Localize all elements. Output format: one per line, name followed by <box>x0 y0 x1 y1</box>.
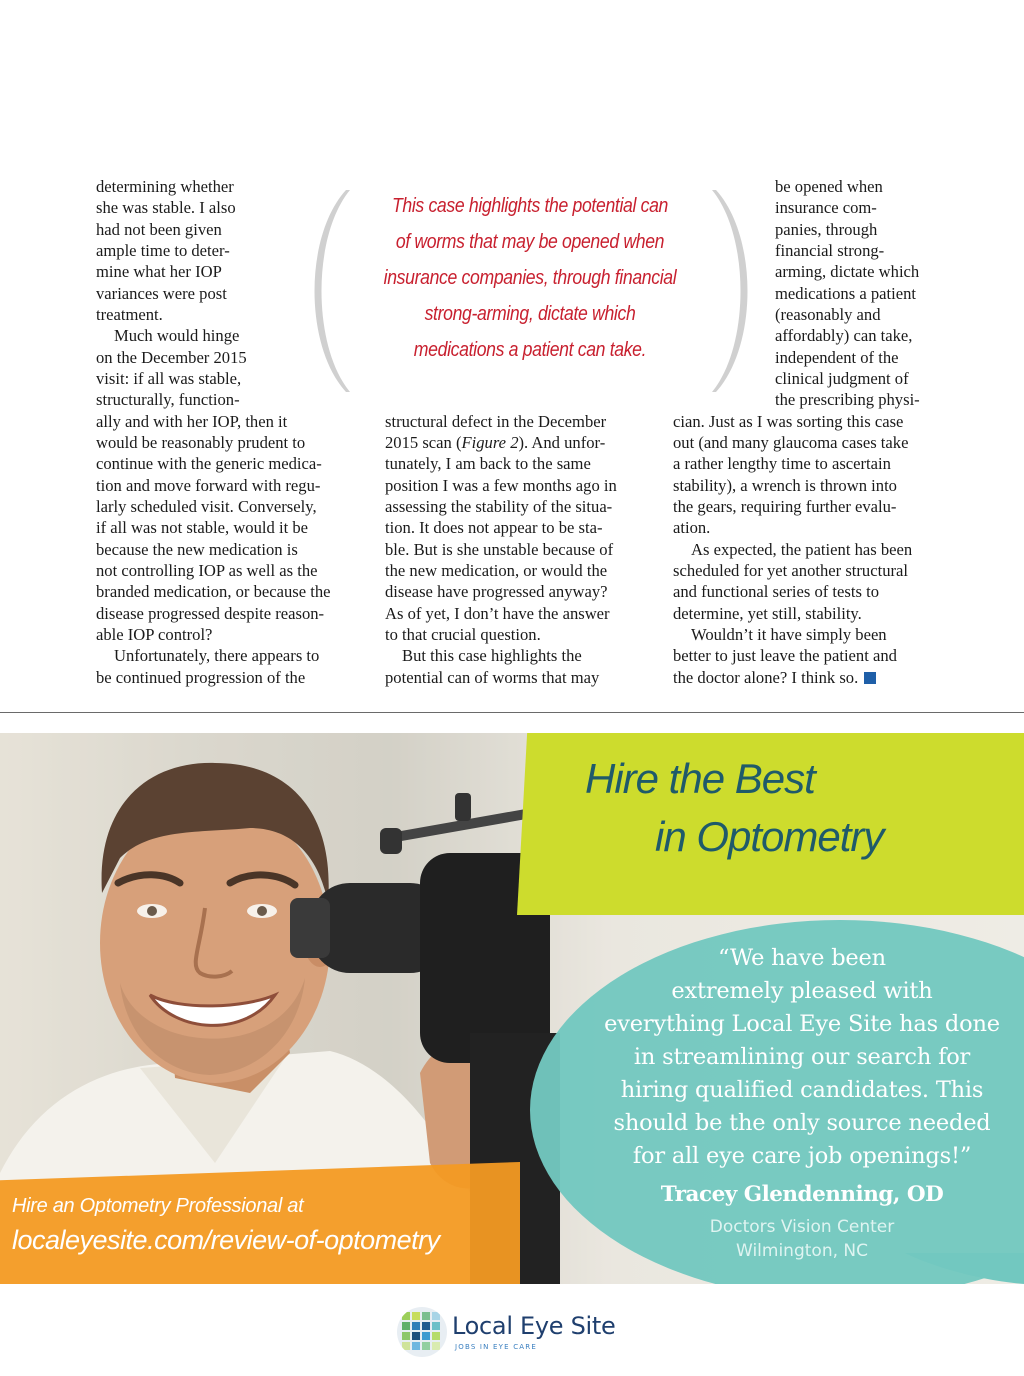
call-to-action-band <box>0 1162 520 1284</box>
testimonial-organization: Doctors Vision Center <box>709 1217 895 1237</box>
pull-quote <box>375 188 685 368</box>
text-line: disease have progressed anyway? <box>385 582 608 601</box>
text-line: As of yet, I don’t have the answer <box>385 604 610 623</box>
text-line: cian. Just as I was sorting this case <box>673 412 904 431</box>
text-line: financial strong- <box>775 241 885 260</box>
text-line: tion and move forward with regu- <box>96 476 321 495</box>
advertisement[interactable] <box>0 733 1024 1284</box>
text-line: But this case highlights the <box>402 646 582 665</box>
text-line: insurance com- <box>775 198 877 217</box>
text-line: clinical judgment of <box>775 369 909 388</box>
section-divider <box>0 712 1024 713</box>
text-line: the prescribing physi- <box>775 390 920 409</box>
text-line: position I was a few months ago in <box>385 476 617 495</box>
text-line: arming, dictate which <box>775 262 920 281</box>
text-line: to that crucial question. <box>385 625 541 644</box>
call-to-action-text: Hire an Optometry Professional at <box>12 1195 304 1217</box>
pull-quote-line: insurance companies, through financial <box>383 266 677 289</box>
ad-headline-line-1: Hire the Best <box>585 755 815 802</box>
text-line: better to just leave the patient and <box>673 646 897 665</box>
local-eye-site-logo-icon <box>396 1306 448 1358</box>
text-line: visit: if all was stable, <box>96 369 242 388</box>
text-line: Wouldn’t it have simply been <box>691 625 887 644</box>
text-line: a rather lengthy time to ascertain <box>673 454 891 473</box>
text-line: ample time to deter- <box>96 241 230 260</box>
text-line: determine, yet still, stability. <box>673 604 862 623</box>
text-line: and functional series of tests to <box>673 582 879 601</box>
end-of-article-square-icon <box>864 672 876 684</box>
text-line: scheduled for yet another structural <box>673 561 908 580</box>
text-line: disease progressed despite reason- <box>96 604 325 623</box>
quote-line: should be the only source needed <box>613 1110 991 1136</box>
text-line: mine what her IOP <box>96 262 222 281</box>
pull-quote-line: This case highlights the potential can <box>391 194 669 217</box>
text-line: be opened when <box>775 177 883 196</box>
text-line: larly scheduled visit. Conversely, <box>96 497 317 516</box>
text-line: if all was not stable, would it be <box>96 518 308 537</box>
text-line: potential can of worms that may <box>385 668 600 687</box>
text-line: be continued progression of the <box>96 668 306 687</box>
text-line: Much would hinge <box>114 326 240 345</box>
pull-quote-line: of worms that may be opened when <box>395 230 665 253</box>
call-to-action-link[interactable]: localeyesite.com/review-of-optometry <box>12 1225 440 1255</box>
text-line: stability), a wrench is thrown into <box>673 476 897 495</box>
text-line <box>385 432 605 453</box>
text-span: 2015 scan ( <box>385 433 462 452</box>
quote-line: hiring qualified candidates. This <box>620 1077 984 1103</box>
text-line: tion. It does not appear to be sta- <box>385 518 603 537</box>
text-line: structurally, function- <box>96 390 240 409</box>
text-line: variances were post <box>96 284 227 303</box>
text-line: out (and many glaucoma cases take <box>673 433 909 452</box>
text-line: treatment. <box>96 305 163 324</box>
logo-name: Local Eye Site <box>452 1312 616 1340</box>
text-line: continue with the generic medica- <box>96 454 322 473</box>
text-line: medications a patient <box>775 284 916 303</box>
figure-reference: Figure 2 <box>461 433 519 452</box>
text-line: had not been given <box>96 220 222 239</box>
text-line: she was stable. I also <box>96 198 236 217</box>
text-line: independent of the <box>775 348 899 367</box>
text-line: on the December 2015 <box>96 348 247 367</box>
pull-quote-line: medications a patient can take. <box>413 338 647 361</box>
testimonial-quote <box>580 942 1024 1173</box>
text-span: ). And unfor- <box>518 433 606 452</box>
ad-headline-line-2: in Optometry <box>655 813 884 860</box>
text-line: tunately, I am back to the same <box>385 454 591 473</box>
testimonial-author: Tracey Glendenning, OD <box>660 1182 944 1207</box>
text-line: determining whether <box>96 177 234 196</box>
text-line: not controlling IOP as well as the <box>96 561 318 580</box>
text-span: the doctor alone? I think so. <box>673 668 859 687</box>
quote-line: extremely pleased with <box>671 978 933 1004</box>
text-line: ally and with her IOP, then it <box>96 412 288 431</box>
text-line: structural defect in the December <box>385 412 607 431</box>
text-line: Unfortunately, there appears to <box>114 646 320 665</box>
left-parenthesis-icon <box>306 186 354 396</box>
text-line: panies, through <box>775 220 878 239</box>
text-line: affordably) can take, <box>775 326 913 345</box>
text-line: ation. <box>673 518 711 537</box>
text-line: able IOP control? <box>96 625 213 644</box>
text-line: would be reasonably prudent to <box>96 433 306 452</box>
right-parenthesis-icon <box>708 186 756 396</box>
text-line: As expected, the patient has been <box>691 540 913 559</box>
pull-quote-line: strong-arming, dictate which <box>424 302 636 325</box>
quote-line: in streamlining our search for <box>633 1044 971 1070</box>
text-line <box>673 667 876 688</box>
quote-line: “We have been <box>718 945 886 971</box>
text-line: the new medication, or would the <box>385 561 608 580</box>
quote-line: everything Local Eye Site has done <box>604 1011 1000 1037</box>
text-line: the gears, requiring further evalu- <box>673 497 897 516</box>
text-line: assessing the stability of the situa- <box>385 497 613 516</box>
text-line: branded medication, or because the <box>96 582 331 601</box>
text-line: (reasonably and <box>775 305 881 324</box>
quote-line: for all eye care job openings!” <box>632 1143 972 1169</box>
logo-tagline: JOBS IN EYE CARE <box>455 1343 537 1351</box>
testimonial-location: Wilmington, NC <box>736 1241 868 1261</box>
text-line: because the new medication is <box>96 540 298 559</box>
text-line: ble. But is she unstable because of <box>385 540 614 559</box>
